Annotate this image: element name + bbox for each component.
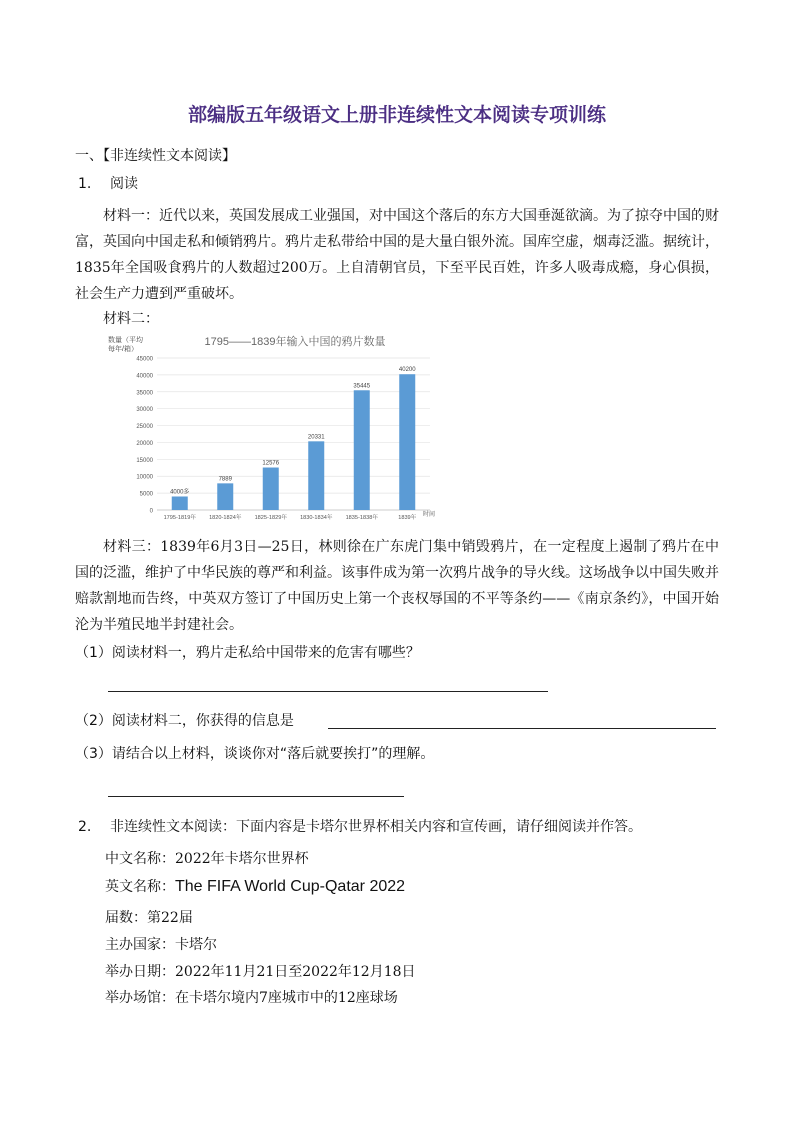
- answer-line-1[interactable]: [108, 691, 548, 692]
- chart-bar: [263, 468, 279, 510]
- chart-y-tick-label: 45000: [136, 356, 153, 363]
- material-1: 材料一：近代以来，英国发展成工业强国，对中国这个落后的东方大国垂涎欲滴。为了掠夺中国的财富，英国向中国走私和倾销鸦片。鸦片走私带给中国的是大量白银外流。国库空虚，烟毒泛滥。据统计，1835年全国吸食鸦片的人数超过200万。上自清朝官员，下至平民百姓，许多人吸毒成瘾，身心俱损，社会生产力遭到严重破坏。: [75, 208, 719, 302]
- chart-bar: [217, 483, 233, 510]
- chart-xlabel: 时间: [422, 512, 435, 518]
- chart-ylabel-line2: 每年/箱）: [108, 346, 138, 353]
- chart-y-tick-label: 30000: [136, 407, 153, 414]
- question-2-number: 2.: [78, 819, 92, 835]
- en-name-value: The FIFA World Cup-Qatar 2022: [175, 878, 406, 895]
- page-title: 部编版五年级语文上册非连续性文本阅读专项训练: [187, 104, 606, 126]
- chart-y-tick-label: 20000: [136, 440, 153, 447]
- chart-x-tick-label: 1830-1834年: [300, 515, 333, 521]
- sub-question-1: （1）阅读材料一，鸦片走私给中国带来的危害有哪些？: [75, 645, 420, 661]
- sub-question-3: （3）请结合以上材料，谈谈你对“落后就要挨打”的理解。: [75, 746, 435, 762]
- sub-question-2: （2）阅读材料二，你获得的信息是: [75, 713, 294, 729]
- en-name-label: 英文名称：: [105, 879, 175, 895]
- chart-y-tick-label: 35000: [136, 390, 153, 397]
- chart-bar: [172, 496, 188, 510]
- world-cup-en-name: [105, 874, 405, 900]
- world-cup-host: 主办国家：卡塔尔: [105, 937, 217, 953]
- chart-data-label: 12576: [262, 460, 280, 467]
- opium-import-chart: [105, 330, 440, 530]
- chart-y-tick-label: 40000: [136, 373, 153, 380]
- material-3: 材料三：1839年6月3日—25日，林则徐在广东虎门集中销毁鸦片，在一定程度上遏制了鸦片在中国的泛滥，维护了中华民族的尊严和利益。该事件成为第一次鸦片战争的导火线。这场战争以中国失败并赔款割地而告终，中英双方签订了中国历史上第一个丧权辱国的不平等条约——《南京条约》，中国开始沦为半殖民地半封建社会。: [75, 539, 719, 633]
- question-2-intro: 非连续性文本阅读：下面内容是卡塔尔世界杯相关内容和宣传画，请仔细阅读并作答。: [110, 819, 642, 835]
- chart-x-tick-label: 1839年: [398, 515, 417, 521]
- chart-data-label: 35445: [353, 383, 371, 390]
- chart-data-label: 4000多: [170, 489, 190, 496]
- chart-x-tick-label: 1795-1819年: [163, 515, 196, 521]
- chart-x-tick-label: 1835-1838年: [345, 515, 378, 521]
- question-1-label: 阅读: [110, 176, 138, 192]
- chart-data-label: 20331: [307, 434, 325, 441]
- world-cup-venue: 举办场馆：在卡塔尔境内7座城市中的12座球场: [105, 990, 398, 1006]
- chart-title: 1795——1839年输入中国的鸦片数量: [204, 336, 386, 348]
- chart-x-tick-label: 1825-1829年: [254, 515, 287, 521]
- chart-bar: [308, 441, 324, 510]
- world-cup-edition: 届数：第22届: [105, 910, 193, 926]
- chart-data-label: 40200: [398, 367, 416, 374]
- chart-x-tick-label: 1820-1824年: [209, 515, 242, 521]
- chart-bar: [399, 374, 415, 510]
- answer-line-2[interactable]: [328, 728, 716, 729]
- section-heading: 一、【非连续性文本阅读】: [75, 148, 236, 164]
- chart-y-tick-label: 10000: [136, 474, 153, 481]
- chart-data-label: 7889: [218, 476, 232, 483]
- material-2-label: 材料二：: [103, 311, 159, 327]
- chart-y-tick-label: 15000: [136, 457, 153, 464]
- world-cup-dates: 举办日期：2022年11月21日至2022年12月18日: [105, 964, 416, 980]
- chart-y-tick-label: 5000: [139, 491, 153, 498]
- chart-y-tick-label: 25000: [136, 424, 153, 431]
- answer-line-3[interactable]: [108, 796, 404, 797]
- world-cup-cn-name: 中文名称：2022年卡塔尔世界杯: [105, 851, 309, 867]
- chart-ylabel-line1: 数量（平均: [108, 337, 143, 344]
- chart-bar: [354, 390, 370, 510]
- question-1-number: 1.: [78, 176, 92, 192]
- chart-y-tick-label: 0: [149, 508, 153, 515]
